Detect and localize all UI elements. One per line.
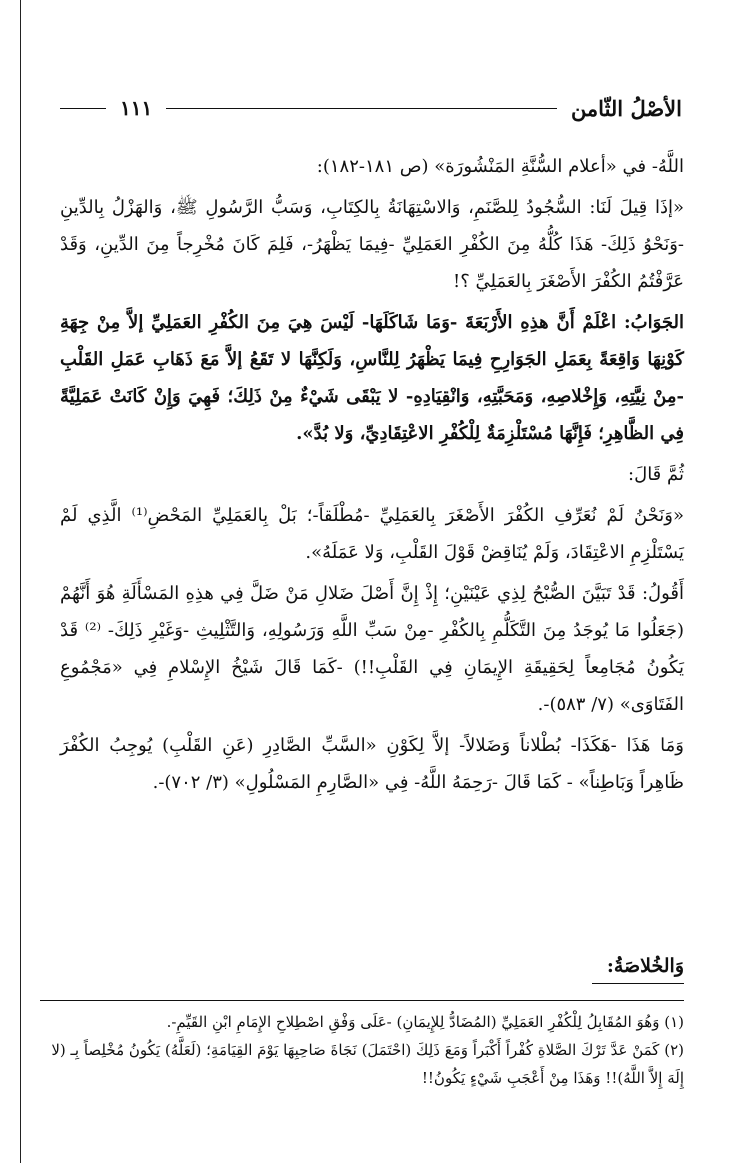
conclusion-heading: وَالخُلاصَةُ: <box>606 955 684 977</box>
page-left-border <box>20 0 21 1163</box>
paragraph-question: «إذَا قِيلَ لَنَا: السُّجُودُ لِلصَّنَمِ، وَالاسْتِهَانَةُ بِالكِتَابِ، وَسَبُّ الرَّسُولِ ﷺ، وَالهَزْلُ بِالدِّينِ -وَنَحْوُ ذَلِكَ- هَذَا كُلُّهُ مِنَ الكُفْرِ العَمَلِيِّ -فِيمَا يَظْهَرُ-، فَلِمَ كَانَ مُخْرِجاً مِنَ الدِّينِ، وَقَدْ عَرَّفْتُمُ الكُفْرَ الأَصْغَرَ بِالعَمَلِيِّ ؟! <box>60 197 684 292</box>
main-text <box>60 148 684 801</box>
conclusion-underline <box>592 983 684 984</box>
chapter-title: الأصْلُ الثّامن <box>570 95 682 121</box>
paragraph-then-said: ثُمَّ قَالَ: <box>628 464 684 485</box>
header-rule <box>166 108 557 109</box>
paragraph-closing: وَمَا هَذَا -هَكَذَا- بُطْلاناً وَضَلالاً- إلاَّ لِكَوْنِ «السَّبِّ الصَّادِرِ (عَنِ القَلْبِ) يُوجِبُ الكُفْرَ ظَاهِراً وَبَاطِناً» - كَمَا قَالَ -رَحِمَهُ اللَّهُ- فِي «الصَّارِمِ المَسْلُولِ» (٣/ ٧٠٢)-. <box>60 735 684 793</box>
header-rule-short <box>60 108 106 109</box>
paragraph-quote: «وَنَحْنُ لَمْ نُعَرِّفِ الكُفْرَ الأَصْغَرَ بِالعَمَلِيِّ -مُطْلَقاً-؛ بَلْ بِالعَمَلِيِّ المَحْضِ⁽¹⁾ الَّذِي لَمْ يَسْتَلْزِمِ الاعْتِقَادَ، وَلَمْ يُنَاقِضْ قَوْلَ القَلْبِ، وَلا عَمَلَهُ». <box>60 505 685 563</box>
paragraph-i-say: أَقُولُ: قَدْ تَبَيَّنَ الصُّبْحُ لِذِي عَيْنَيْنِ؛ إِذْ إِنَّ أَصْلَ ضَلالِ مَنْ ضَلَّ فِي هذِهِ المَسْأَلَةِ هُوَ أَنَّهُمْ (جَعَلُوا مَا يُوجَدُ مِنَ التَّكَلُّمِ بِالكُفْرِ -مِنْ سَبِّ اللَّهِ وَرَسُولِهِ، وَالتَّثْلِيثِ -وَغَيْرِ ذَلِكَ- ⁽²⁾ قَدْ يَكُونُ مُجَامِعاً لِحَقِيقَةِ الإِيمَانِ فِي القَلْبِ!!) -كَمَا قَالَ شَيْخُ الإِسْلامِ فِي «مَجْمُوعِ الفَتَاوَى» (٧/ ٥٨٣)-. <box>60 583 684 715</box>
page-number: ١١١ <box>120 96 153 120</box>
footnote-1: (١) وَهُوَ المُقَابِلُ لِلْكُفْرِ العَمَلِيِّ (المُضَادُّ لِلإِيمَانِ) -عَلَى وَفْقِ اصْطِلاحِ الإِمَامِ ابْنِ القَيِّمِ-. <box>166 1013 684 1031</box>
paragraph-source-intro: اللَّهُ- في «أعلام السُّنَّةِ المَنْشُورَة» (ص ١٨١-١٨٢): <box>316 156 684 177</box>
footnotes <box>50 1008 684 1092</box>
footnote-2: (٢) كَمَنْ عَدَّ تَرْكَ الصَّلاةِ كُفْراً أَكْبَراً وَمَعَ ذَلِكَ (احْتَمَلَ) نَجَاةَ صَاحِبِهَا يَوْمَ القِيَامَةِ؛ (لَعَلَّهُ) يَكُونُ مُخْلِصاً بِـ (لا إِلَهَ إِلاَّ اللَّهُ)!! وَهَذَا مِنْ أَعْجَبِ شَيْءٍ يَكُونُ!! <box>51 1041 684 1087</box>
paragraph-answer: الجَوَابُ: اعْلَمْ أَنَّ هذِهِ الأَرْبَعَةَ -وَمَا شَاكَلَهَا- لَيْسَ هِيَ مِنَ الكُفْرِ العَمَلِيِّ إلاَّ مِنْ جِهَةِ كَوْنِهَا وَاقِعَةً بِعَمَلِ الجَوَارِحِ فِيمَا يَظْهَرُ لِلنَّاسِ، وَلَكِنَّهَا لا تَقَعُ إلاَّ مَعَ ذَهَابِ عَمَلِ القَلْبِ -مِنْ نِيَّتِهِ، وَإِخْلاصِهِ، وَمَحَبَّتِهِ، وَانْقِيَادِهِ- لا يَبْقَى شَيْءٌ مِنْ ذَلِكَ؛ فَهِيَ وَإِنْ كَانَتْ عَمَلِيَّةً فِي الظَّاهِرِ؛ فَإِنَّهَا مُسْتَلْزِمَةٌ لِلْكُفْرِ الاعْتِقَادِيِّ، وَلا بُدَّ». <box>60 312 684 444</box>
footnote-separator <box>40 1000 684 1001</box>
running-header <box>60 88 682 128</box>
